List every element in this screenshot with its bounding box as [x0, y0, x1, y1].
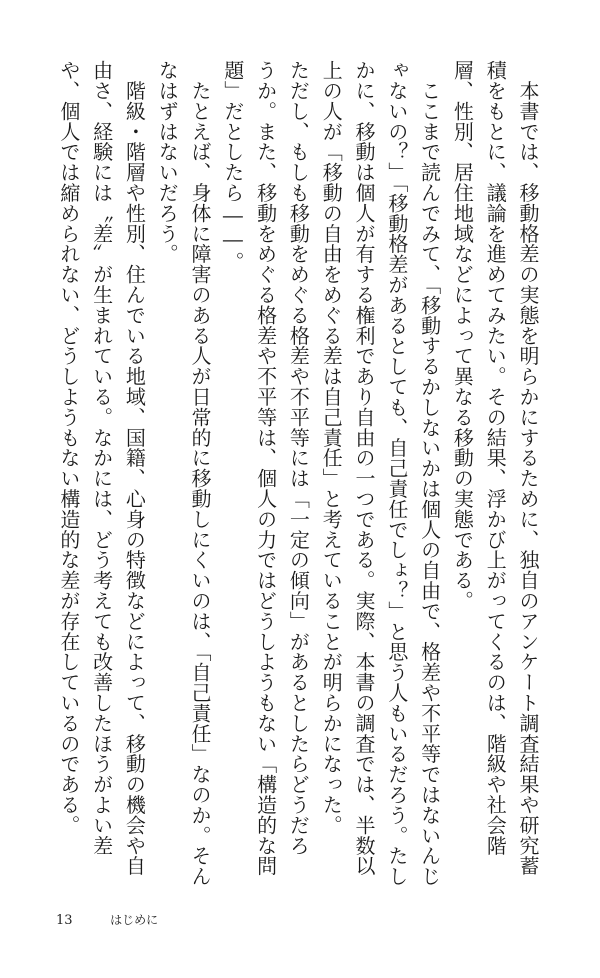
text-line: うか。また、移動をめぐる格差や不平等は、個人の力ではどうしようもない「構造的な問	[253, 60, 278, 876]
page-footer	[56, 910, 158, 930]
text-line: ここまで読んでみて、「移動するかしないかは個人の自由で、格差や不平等ではないんじ	[417, 60, 442, 887]
text-line: かに、移動は個人が有する権利であり自由の一つである。実際、本書の調査では、半数以	[352, 60, 376, 876]
text-line: ゃないの？」「移動格差があるとしても、自己責任でしょ？」と思う人もいるだろう。たし	[384, 60, 409, 887]
running-head: はじめに	[110, 913, 159, 927]
text-line: 積をもとに、議論を進めてみたい。その結果、浮かび上がってくるのは、階級や社会階	[483, 60, 508, 856]
text-line: 由さ、経験には〝差〟が生まれている。なかには、どう考えても改善したほうがよい差	[89, 60, 114, 856]
text-line: なはずはないだろう。	[155, 60, 180, 264]
text-line: たとえば、身体に障害のある人が日常的に移動しにくいのは、「自己責任」なのか。そん	[188, 60, 212, 887]
text-line: や、個人では縮められない、どうしようもない構造的な差が存在しているのである。	[56, 60, 81, 836]
text-line: 層、性別、居住地域などによって異なる移動の実態である。	[450, 60, 475, 611]
text-line: ただし、もしも移動をめぐる格差や不平等には「一定の傾向」があるとしたらどうだろ	[286, 60, 311, 856]
page-number: 13	[56, 913, 73, 928]
vertical-text-block	[56, 60, 543, 895]
text-line: 題」だとしたら――。	[220, 60, 245, 272]
text-line: 階級・階層や性別、住んでいる地域、国籍、心身の特徴などによって、移動の機会や自	[122, 60, 147, 876]
text-line: 上の人が「移動の自由をめぐる差は自己責任」と考えていることが明らかになった。	[319, 60, 344, 836]
text-line: 本書では、移動格差の実態を明らかにするために、独自のアンケート調査結果や研究蓄	[516, 60, 540, 876]
